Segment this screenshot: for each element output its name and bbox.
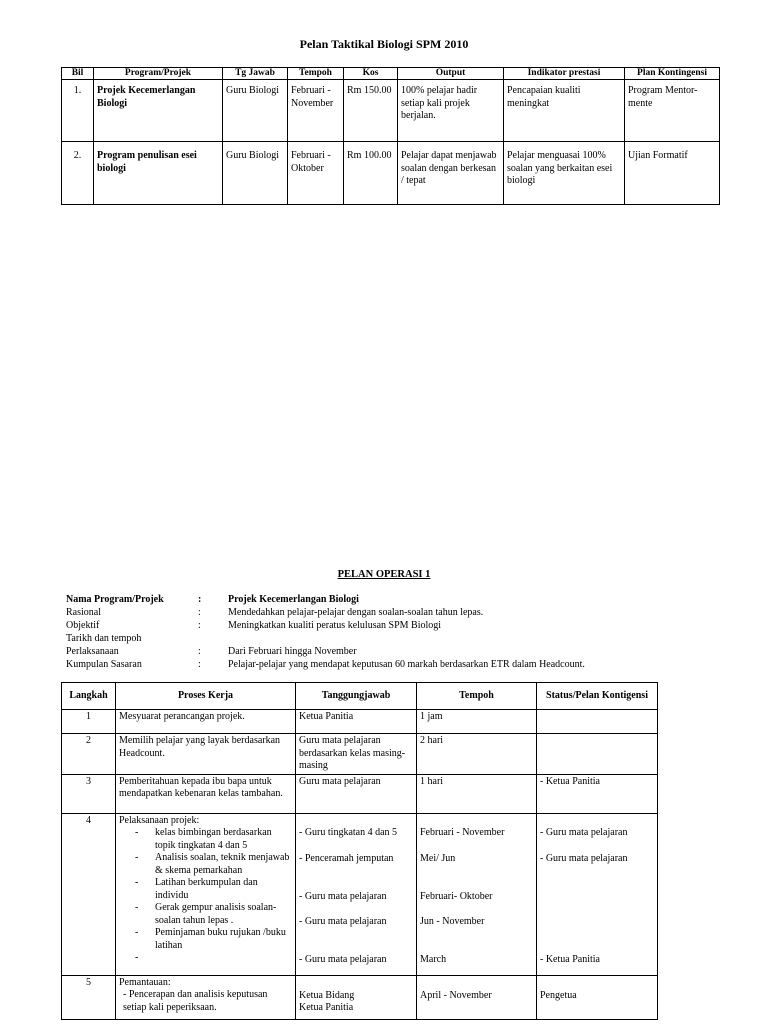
cell-plan: Program Mentor-mente xyxy=(625,80,720,142)
proses-list xyxy=(119,827,292,952)
tactical-plan-table xyxy=(61,67,720,205)
cell-num: 5 xyxy=(62,975,116,1019)
list-item: - Peminjaman buku rujukan /buku latihan xyxy=(135,927,292,952)
cell-tempoh: 2 hari xyxy=(417,734,537,775)
table-row xyxy=(62,734,658,775)
info-key: Rasional xyxy=(66,607,101,618)
cell-tempoh: Februari - Oktober xyxy=(288,142,344,205)
cell-indikator: Pelajar menguasai 100% soalan yang berkaitan esei biologi xyxy=(504,142,625,205)
proses-title: Pelaksanaan projek: xyxy=(119,814,200,826)
cell-output: 100% pelajar hadir setiap kali projek berjalan. xyxy=(398,80,504,142)
tactical-plan-title: Pelan Taktikal Biologi SPM 2010 xyxy=(299,37,469,51)
info-row xyxy=(66,658,706,671)
cell-program: Program penulisan esei biologi xyxy=(94,142,223,205)
info-key: Nama Program/Projek xyxy=(66,594,164,605)
cell-bil: 2. xyxy=(62,142,94,205)
cell-status xyxy=(537,813,658,975)
info-key: Objektif xyxy=(66,620,100,631)
info-colon: : xyxy=(198,607,201,618)
info-row xyxy=(66,645,706,658)
table-row xyxy=(62,774,658,813)
cell-tg: Guru mata pelajaran xyxy=(296,774,417,813)
info-value: Pelajar-pelajar yang mendapat keputusan 60 markah berdasarkan ETR dalam Headcount. xyxy=(228,659,585,670)
table-row xyxy=(62,975,658,1019)
cell-tg: Ketua Panitia xyxy=(296,710,417,734)
cell-status: Pengetua xyxy=(537,975,658,1019)
cell-program: Projek Kecemerlangan Biologi xyxy=(94,80,223,142)
list-item: - Gerak gempur analisis soalan-soalan tahun lepas . xyxy=(135,902,292,927)
info-colon: : xyxy=(198,646,201,657)
tempoh-line: March xyxy=(420,953,447,965)
status-line: - Guru mata pelajaran xyxy=(540,826,628,838)
tg-line: - Guru mata pelajaran xyxy=(299,915,387,927)
header-tempoh: Tempoh xyxy=(417,683,537,710)
cell-proses xyxy=(116,813,296,975)
info-key: Perlaksanaan xyxy=(66,646,119,657)
status-line: - Ketua Panitia xyxy=(540,953,600,965)
status-line: - Guru mata pelajaran xyxy=(540,852,628,864)
cell-proses: Mesyuarat perancangan projek. xyxy=(116,710,296,734)
header-langkah: Langkah xyxy=(62,683,116,710)
cell-plan: Ujian Formatif xyxy=(625,142,720,205)
project-info xyxy=(66,593,706,671)
info-key: Kumpulan Sasaran xyxy=(66,659,142,670)
info-colon: : xyxy=(198,620,201,631)
cell-tempoh: 1 jam xyxy=(417,710,537,734)
header-tanggungjawab: Tanggungjawab xyxy=(296,683,417,710)
header-status: Status/Pelan Kontigensi xyxy=(537,683,658,710)
cell-tempoh: April - November xyxy=(417,975,537,1019)
cell-proses: Memilih pelajar yang layak berdasarkan Headcount. xyxy=(116,734,296,775)
cell-status xyxy=(537,734,658,775)
cell-num: 3 xyxy=(62,774,116,813)
cell-tg-jawab: Guru Biologi xyxy=(223,142,288,205)
cell-output: Pelajar dapat menjawab soalan dengan berkesan / tepat xyxy=(398,142,504,205)
tg-line: - Guru mata pelajaran xyxy=(299,953,387,965)
info-value: Dari Februari hingga November xyxy=(228,646,357,657)
info-value: Mendedahkan pelajar-pelajar dengan soalan-soalan tahun lepas. xyxy=(228,607,484,618)
cell-num: 4 xyxy=(62,813,116,975)
info-row xyxy=(66,632,706,645)
table-header-row xyxy=(62,683,658,710)
cell-kos: Rm 150.00 xyxy=(344,80,398,142)
cell-status: - Ketua Panitia xyxy=(537,774,658,813)
list-item: - Analisis soalan, teknik menjawab & skema pemarkahan xyxy=(135,852,292,877)
tg-line: Ketua Panitia xyxy=(299,1002,354,1013)
cell-bil: 1. xyxy=(62,80,94,142)
tempoh-line: Mei/ Jun xyxy=(420,852,456,864)
info-row xyxy=(66,619,706,632)
tempoh-line: Februari - November xyxy=(420,826,505,838)
header-program: Program/Projek xyxy=(94,68,223,80)
info-key: Tarikh dan tempoh xyxy=(66,633,142,644)
proses-item: - Pencerapan dan analisis keputusan setiap kali peperiksaan. xyxy=(123,989,268,1013)
proses-title: Pemantauan: xyxy=(119,976,171,988)
table-row xyxy=(62,813,658,975)
header-tg-jawab: Tg Jawab xyxy=(223,68,288,80)
info-colon: : xyxy=(198,594,202,605)
info-row xyxy=(66,593,706,606)
tg-line: - Penceramah jemputan xyxy=(299,852,394,864)
cell-status xyxy=(537,710,658,734)
tempoh-line: Februari- Oktober xyxy=(420,890,493,902)
tg-line: - Guru mata pelajaran xyxy=(299,890,387,902)
cell-tempoh: Februari - November xyxy=(288,80,344,142)
cell-tg: Guru mata pelajaran berdasarkan kelas masing-masing xyxy=(296,734,417,775)
cell-tg-jawab: Guru Biologi xyxy=(223,80,288,142)
header-bil: Bil xyxy=(62,68,94,80)
tempoh-line: Jun - November xyxy=(420,915,485,927)
header-proses: Proses Kerja xyxy=(116,683,296,710)
cell-indikator: Pencapaian kualiti meningkat xyxy=(504,80,625,142)
tg-line: - Guru tingkatan 4 dan 5 xyxy=(299,826,398,838)
cell-proses: Pemberitahuan kepada ibu bapa untuk mendapatkan kebenaran kelas tambahan. xyxy=(116,774,296,813)
cell-kos: Rm 100.00 xyxy=(344,142,398,205)
info-colon: : xyxy=(198,659,201,670)
tg-line: Ketua Bidang xyxy=(299,989,355,1001)
cell-num: 1 xyxy=(62,710,116,734)
header-tempoh: Tempoh xyxy=(288,68,344,80)
header-indikator: Indikator prestasi xyxy=(504,68,625,80)
table-row xyxy=(62,710,658,734)
cell-proses xyxy=(116,975,296,1019)
cell-tg xyxy=(296,813,417,975)
info-row xyxy=(66,606,706,619)
table-row xyxy=(62,80,720,142)
table-header-row xyxy=(62,68,720,80)
cell-tempoh: 1 hari xyxy=(417,774,537,813)
list-item: - kelas bimbingan berdasarkan topik tingkatan 4 dan 5 xyxy=(135,827,292,852)
cell-tg xyxy=(296,975,417,1019)
cell-tempoh xyxy=(417,813,537,975)
info-value: Projek Kecemerlangan Biologi xyxy=(228,594,359,605)
header-plan: Plan Kontingensi xyxy=(625,68,720,80)
cell-num: 2 xyxy=(62,734,116,775)
operation-plan-table xyxy=(61,682,658,1020)
info-value: Meningkatkan kualiti peratus kelulusan SPM Biologi xyxy=(228,620,442,631)
table-row xyxy=(62,142,720,205)
operation-plan-title: PELAN OPERASI 1 xyxy=(337,569,431,580)
header-kos: Kos xyxy=(344,68,398,80)
header-output: Output xyxy=(398,68,504,80)
list-item: - Latihan berkumpulan dan individu xyxy=(135,877,292,902)
